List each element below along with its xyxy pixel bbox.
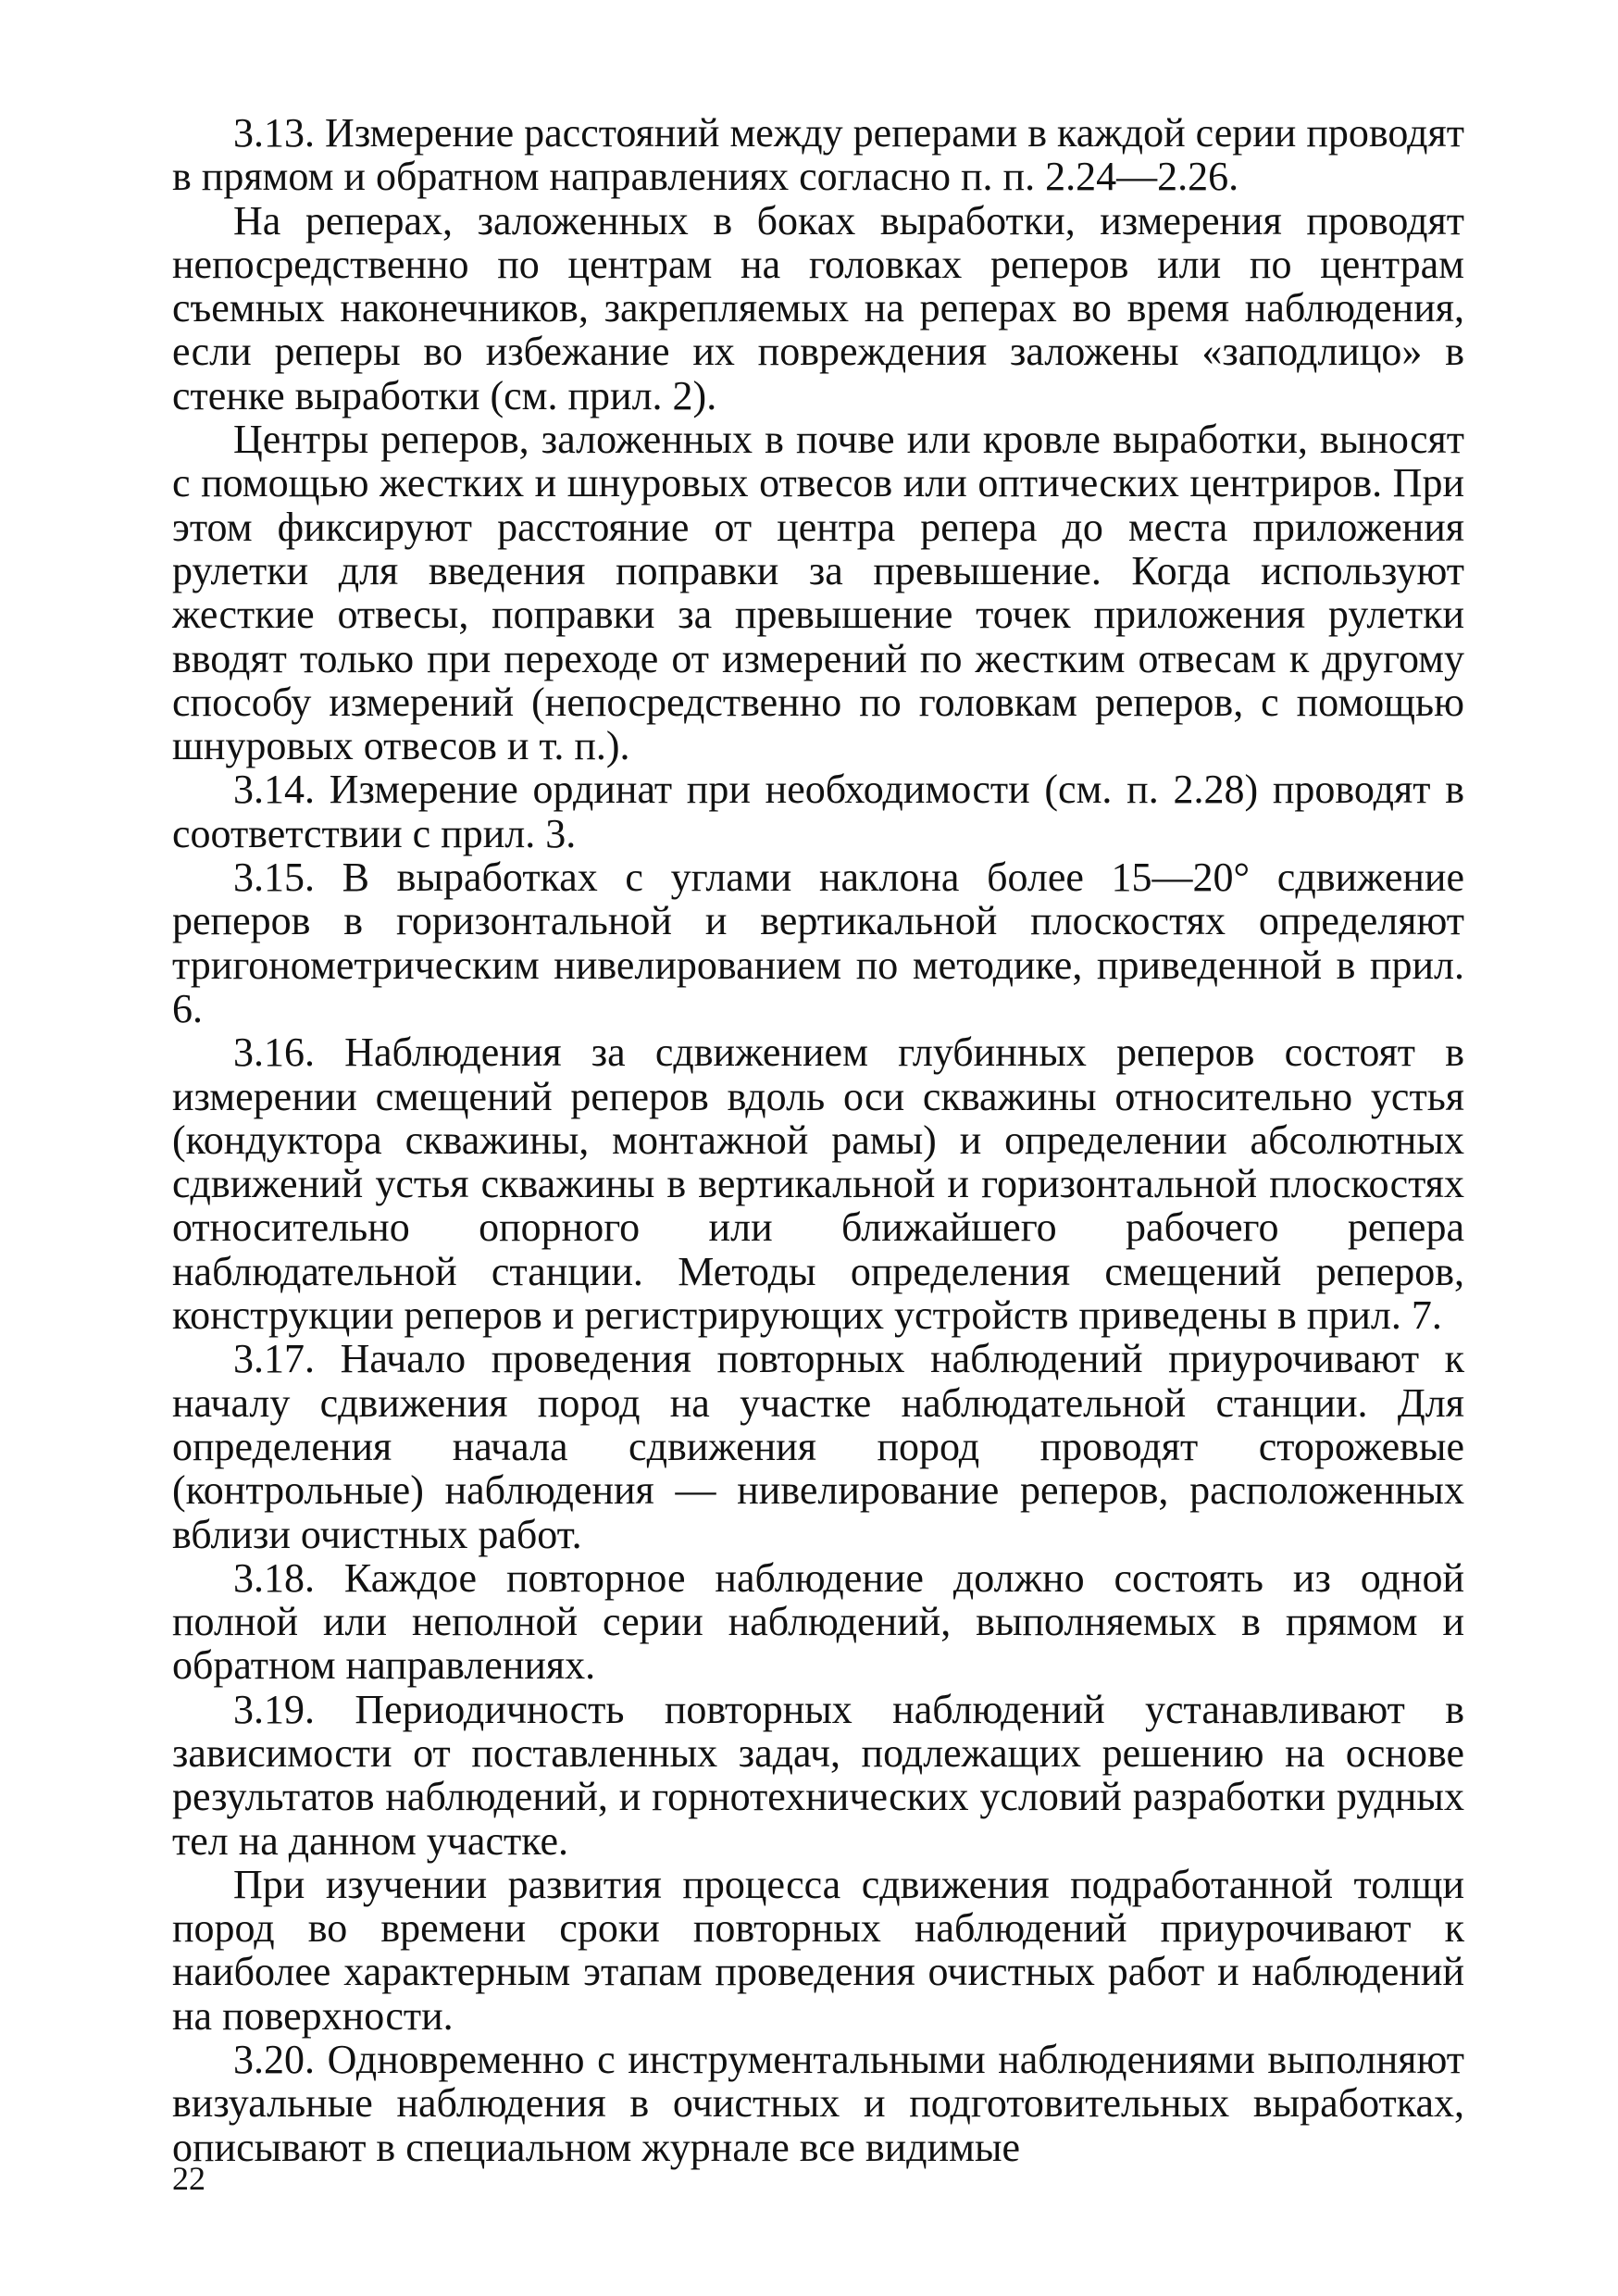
paragraph-3-17: 3.17. Начало проведения повторных наблюдений приурочивают к началу сдвижения пород на участке наблюдательной станции. Для определения начала сдвижения пород проводят сторожевые (контрольные) наблюдения — нивелирование реперов, расположенных вблизи очистных работ. (172, 1336, 1464, 1557)
page-number: 22 (172, 2160, 205, 2197)
paragraph-3-13: 3.13. Измерение расстояний между реперами в каждой серии проводят в прямом и обратном направлениях согласно п. п. 2.24—2.26. (172, 110, 1464, 200)
paragraph-benchmark-centers: Центры реперов, заложенных в почве или кровле выработки, выносят с помощью жестких и шнуровых отвесов или оптических центриров. При этом фиксируют расстояние от центра репера до места приложения рулетки для введения поправки за превышение. Когда используют жесткие отвесы, поправки за превышение точек приложения рулетки вводят только при переходе от измерений по жестким отвесам к другому способу измерений (непосредственно по головкам реперов, с помощью шнуровых отвесов и т. п.). (172, 417, 1464, 769)
paragraph-3-16: 3.16. Наблюдения за сдвижением глубинных реперов состоят в измерении смещений реперов вдоль оси скважины относительно устья (кондуктора скважины, монтажной рамы) и определении абсолютных сдвижений устья скважины в вертикальной и горизонтальной плоскостях относительно опорного или ближайшего рабочего репера наблюдательной станции. Методы определения смещений реперов, конструкции реперов и регистрирующих устройств приведены в прил. 7. (172, 1029, 1464, 1339)
paragraph-time-study: При изучении развития процесса сдвижения подработанной толщи пород во времени сроки повторных наблюдений приурочивают к наиболее характерным этапам проведения очистных работ и наблюдений на поверхности. (172, 1861, 1464, 2039)
paragraph-benchmarks-in-walls: На реперах, заложенных в боках выработки, измерения проводят непосредственно по центрам на головках реперов или по центрам съемных наконечников, закрепляемых на реперах во время наблюдения, если реперы во избежание их повреждения заложены «заподлицо» в стенке выработки (см. прил. 2). (172, 197, 1464, 418)
paragraph-3-20: 3.20. Одновременно с инструментальными наблюдениями выполняют визуальные наблюдения в очистных и подготовительных выработках, описывают в специальном журнале все видимые (172, 2037, 1464, 2170)
paragraph-3-14: 3.14. Измерение ординат при необходимости (см. п. 2.28) проводят в соответствии с прил. 3. (172, 767, 1464, 856)
paragraph-3-19: 3.19. Периодичность повторных наблюдений устанавливают в зависимости от поставленных задач, подлежащих решению на основе результатов наблюдений, и горнотехнических условий разработки рудных тел на данном участке. (172, 1686, 1464, 1864)
body-text (172, 111, 1464, 2169)
paragraph-3-18: 3.18. Каждое повторное наблюдение должно состоять из одной полной или неполной серии наблюдений, выполняемых в прямом и обратном направлениях. (172, 1554, 1464, 1689)
paragraph-3-15: 3.15. В выработках с углами наклона более 15—20° сдвижение реперов в горизонтальной и вертикальной плоскостях определяют тригонометрическим нивелированием по методике, приведенной в прил. 6. (172, 855, 1464, 1031)
